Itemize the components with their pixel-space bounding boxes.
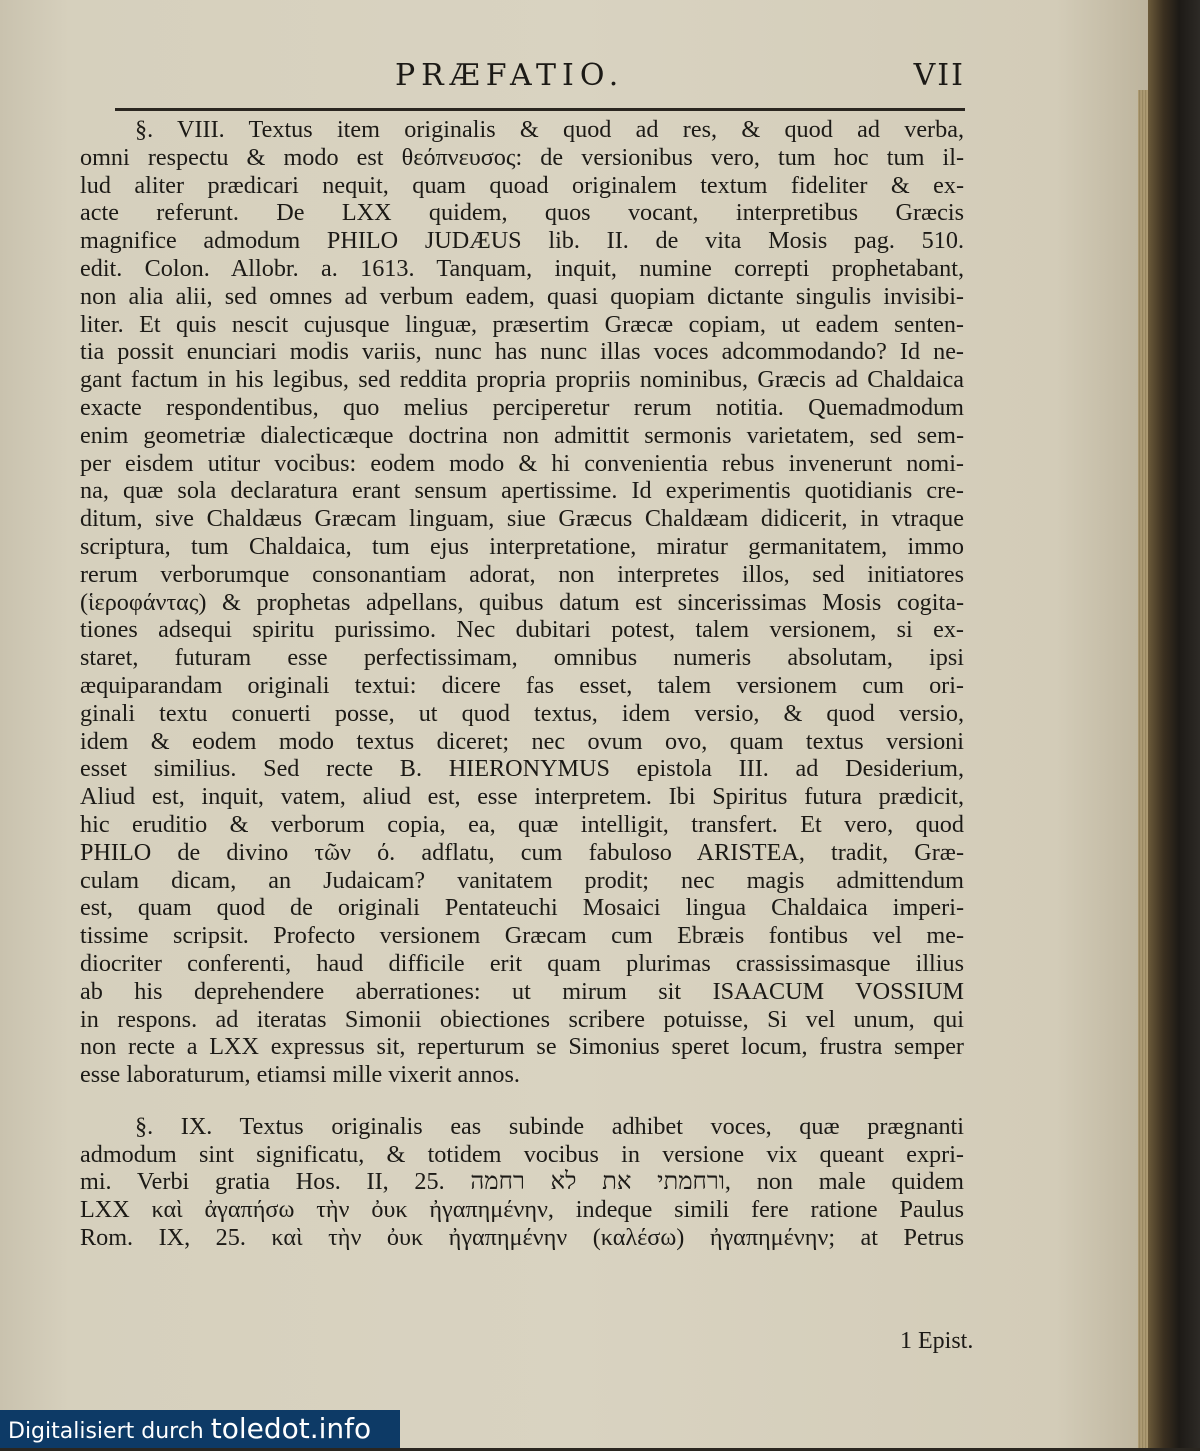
text-line: diocriter conferenti, haud difficile erit quam plurimas crassissimasque illius	[80, 949, 964, 977]
banner-prefix: Digitalisiert durch	[8, 1419, 211, 1444]
text-line: Rom. IX, 25. καὶ τὴν ὀυκ ἠγαπημένην (καλέσω) ἠγαπημένην; at Petrus	[80, 1224, 964, 1252]
text-line: lud aliter prædicari nequit, quam quoad originalem textum fideliter & ex-	[80, 171, 964, 199]
text-line: ab his deprehendere aberrationes: ut mirum sit ISAACUM VOSSIUM	[80, 977, 964, 1005]
text-line: magnifice admodum PHILO JUDÆUS lib. II. de vita Mosis pag. 510.	[80, 227, 964, 255]
section-9	[80, 1113, 964, 1252]
text-line: tia possit enunciari modis variis, nunc has nunc illas voces adcommodando? Id ne-	[80, 338, 964, 366]
text-line: rerum verborumque consonantiam adorat, non interpretes illos, sed initiatores	[80, 560, 964, 588]
text-line: tiones adsequi spiritu purissimo. Nec dubitari potest, talem versionem, si ex-	[80, 616, 964, 644]
header-rule	[115, 108, 965, 111]
text-line: §. VIII. Textus item originalis & quod ad res, & quod ad verba,	[135, 116, 964, 143]
text-line: (ἱεροφάντας) & prophetas adpellans, quibus datum est sincerissimas Mosis cogita-	[80, 588, 964, 616]
text-line: culam dicam, an Judaicam? vanitatem prodit; nec magis admittendum	[80, 866, 964, 894]
banner-brand: toledot.info	[210, 1412, 372, 1445]
text-line: per eisdem utitur vocibus: eodem modo & hi convenientia rebus invenerunt nomi-	[80, 449, 964, 477]
catchword: 1 Epist.	[900, 1328, 974, 1354]
section-8	[80, 116, 964, 1089]
text-line: na, quæ sola declaratura erant sensum apertissime. Id experimentis quotidianis cre-	[80, 477, 964, 505]
page-title: PRÆFATIO.	[395, 58, 625, 93]
text-line: in respons. ad iteratas Simonii obiectiones scribere potuisse, Si vel unum, qui	[80, 1005, 964, 1033]
section-gap	[80, 1089, 964, 1113]
text-line: idem & eodem modo textus diceret; nec ovum ovo, quam textus versioni	[80, 727, 964, 755]
text-line: omni respectu & modo est θεόπνευσος: de versionibus vero, tum hoc tum il-	[80, 143, 964, 171]
digitization-banner	[0, 1410, 400, 1448]
text-line: non alia alii, sed omnes ad verbum eadem, quasi quopiam dictante singulis invisibi-	[80, 282, 964, 310]
book-binding	[1148, 0, 1200, 1448]
page-number: VII	[913, 58, 965, 93]
text-line: hic eruditio & verborum copia, ea, quæ intelligit, transfert. Et vero, quod	[80, 810, 964, 838]
text-line: admodum sint significatu, & totidem vocibus in versione vix queant expri-	[80, 1140, 964, 1168]
text-line: gant factum in his legibus, sed reddita propria propriis nominibus, Græcis ad Chaldaica	[80, 366, 964, 394]
text-line: æquiparandam originali textui: dicere fas esset, talem versionem cum ori-	[80, 671, 964, 699]
text-line: enim geometriæ dialecticæque doctrina non admittit sermonis varietatem, sed sem-	[80, 421, 964, 449]
text-line: §. IX. Textus originalis eas subinde adhibet voces, quæ prægnanti	[135, 1112, 964, 1140]
text-line: non recte a LXX expressus sit, reperturum se Simonius speret locum, frustra semper	[80, 1033, 964, 1061]
text-line: staret, futuram esse perfectissimam, omnibus numeris absolutam, ipsi	[80, 644, 964, 672]
text-line: Aliud est, inquit, vatem, aliud est, esse interpretem. Ibi Spiritus futura prædicit,	[80, 783, 964, 811]
text-line: esset similius. Sed recte B. HIERONYMUS epistola III. ad Desiderium,	[80, 755, 964, 783]
running-header	[115, 58, 965, 102]
text-line: edit. Colon. Allobr. a. 1613. Tanquam, inquit, numine correpti prophetabant,	[80, 254, 964, 282]
body-text	[80, 116, 964, 1252]
text-line: est, quam quod de originali Pentateuchi Mosaici lingua Chaldaica imperi-	[80, 894, 964, 922]
text-line: tissime scripsit. Profecto versionem Græcam cum Ebræis fontibus vel me-	[80, 922, 964, 950]
text-line: liter. Et quis nescit cujusque linguæ, præsertim Græcæ copiam, ut eadem senten-	[80, 310, 964, 338]
text-line: exacte respondentibus, quo melius perciperetur rerum notitia. Quemadmodum	[80, 393, 964, 421]
text-line: esse laboraturum, etiamsi mille vixerit annos.	[80, 1061, 520, 1089]
text-line: scriptura, tum Chaldaica, tum ejus interpretatione, miratur germanitatem, immo	[80, 532, 964, 560]
text-line: ditum, sive Chaldæus Græcam linguam, siue Græcus Chaldæam didicerit, in vtraque	[80, 505, 964, 533]
text-line: acte referunt. De LXX quidem, quos vocant, interpretibus Græcis	[80, 199, 964, 227]
text-line: ginali textu conuerti posse, ut quod textus, idem versio, & quod versio,	[80, 699, 964, 727]
text-line: mi. Verbi gratia Hos. II, 25. ורחמתי את לא רחמה, non male quidem	[80, 1168, 964, 1196]
text-line: PHILO de divino τῶν ό. adflatu, cum fabuloso ARISTEA, tradit, Græ-	[80, 838, 964, 866]
text-line: LXX καὶ ἀγαπήσω τὴν ὀυκ ἠγαπημένην, indeque simili fere ratione Paulus	[80, 1196, 964, 1224]
